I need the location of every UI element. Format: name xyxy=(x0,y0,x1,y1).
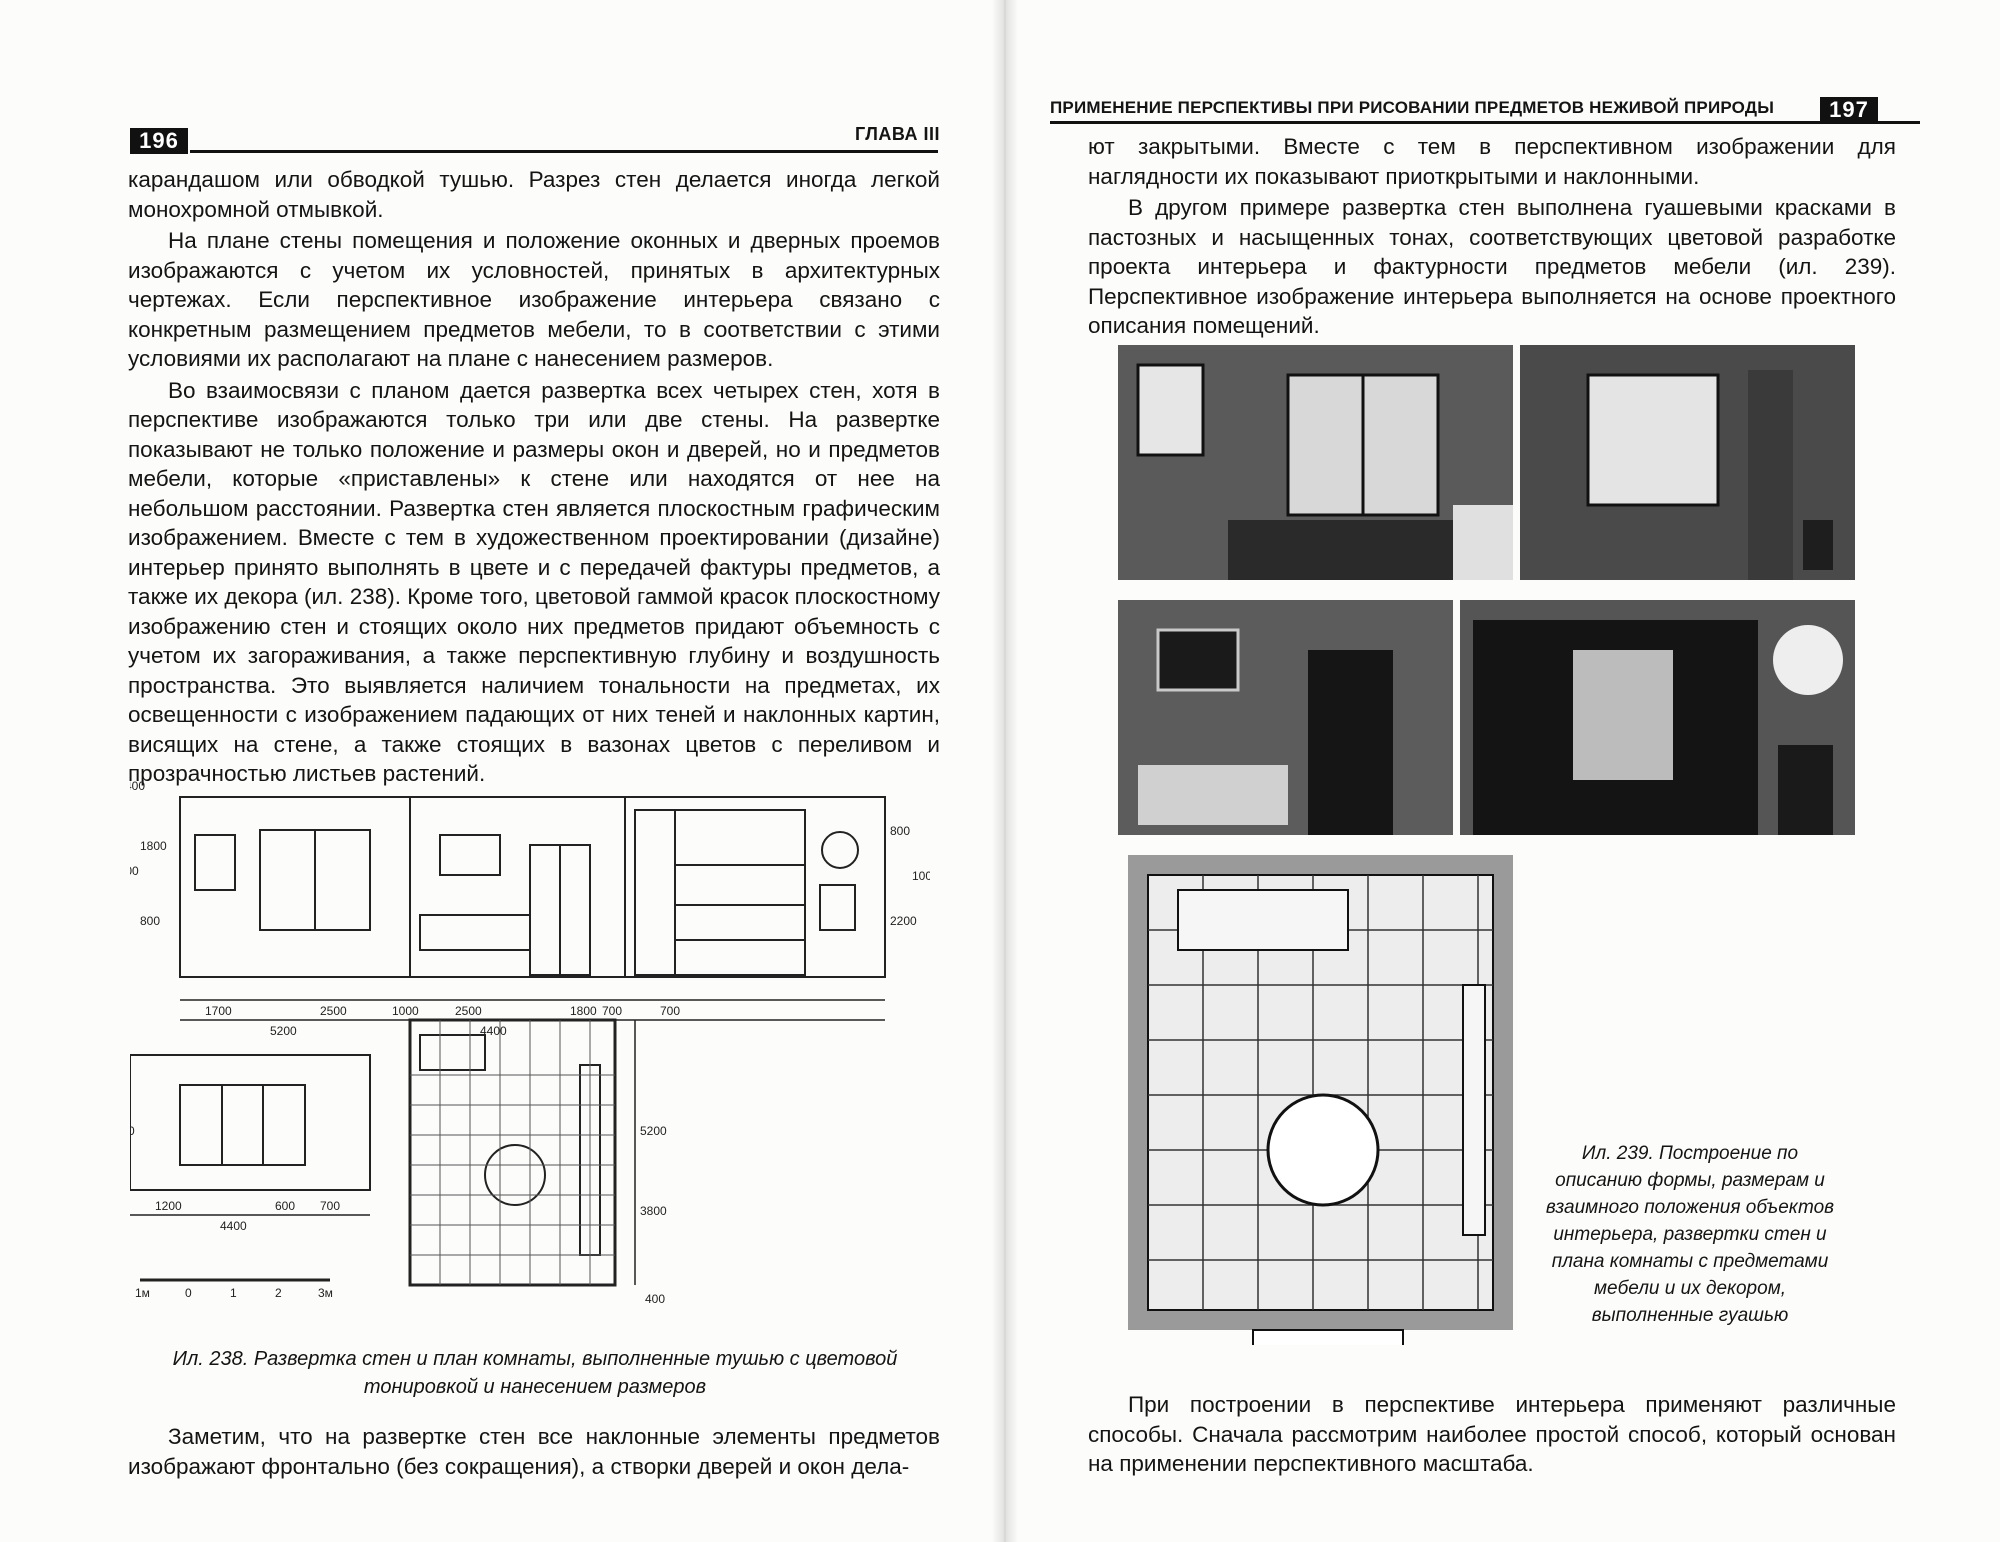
header-rule xyxy=(1050,121,1920,124)
dim-label: 5200 xyxy=(640,1124,667,1138)
dim-label: 2500 xyxy=(320,1004,347,1018)
dim-label: 1000 xyxy=(392,1004,419,1018)
dim-label: 400 xyxy=(645,1292,666,1306)
dim-label: 00 xyxy=(131,779,146,793)
paragraph: карандашом или обводкой тушью. Разрез стен делается иногда легкой монохромной отмывкой. xyxy=(128,167,940,222)
dim-label: 700 xyxy=(660,1004,681,1018)
paragraph: При построении в перспективе интерьера применяют различные способы. Сначала рассмотрим наиболее простой способ, который основан на применении перспективного масштаба. xyxy=(1088,1392,1896,1476)
dim-label: 800 xyxy=(890,824,911,838)
paragraph: Заметим, что на развертке стен все наклонные элементы предметов изображают фронтально (без сокращения), а створки дверей и окон дела- xyxy=(128,1424,940,1479)
right-page xyxy=(1010,0,2000,1542)
wall-elevation-and-plan xyxy=(130,775,930,1325)
dim-label: 700 xyxy=(320,1199,341,1213)
running-head: ПРИМЕНЕНИЕ ПЕРСПЕКТИВЫ ПРИ РИСОВАНИИ ПРЕДМЕТОВ НЕЖИВОЙ ПРИРОДЫ xyxy=(1050,98,1775,117)
dim-label: 2200 xyxy=(890,914,917,928)
dim-label: 1800 xyxy=(140,839,167,853)
dim-label: 5200 xyxy=(270,1024,297,1038)
scale-label: 1м xyxy=(135,1286,150,1300)
dim-label: 4400 xyxy=(220,1219,247,1233)
paragraph: На плане стены помещения и положение оконных и дверных проемов изображаются с учетом их условностей, принятых в архитектурных чертежах. Если перспективное изображение интерьера связано с конкретным размещением предметов мебели, то в соответствии с этими условиями их располагают на плане с нанесением размеров. xyxy=(128,228,940,371)
running-head: ГЛАВА III xyxy=(855,124,940,144)
figure-caption: Ил. 238. Развертка стен и план комнаты, выполненные тушью с цветовой тонировкой и нанесением размеров xyxy=(172,1348,898,1398)
page-number: 197 xyxy=(1820,97,1878,123)
scale-label: 1 xyxy=(230,1286,237,1300)
body-text-bottom xyxy=(128,1422,940,1481)
scale-label: 0 xyxy=(185,1286,192,1300)
body-text xyxy=(1088,132,1896,341)
paragraph: В другом примере развертка стен выполнена гуашевыми красками в пастозных и насыщенных тонах, соответствующих цветовой разработке проекта интерьера и фактурности предметов мебели (ил. 239). Перспективное изображение интерьера выполняется на основе проектного описания помещений. xyxy=(1088,195,1896,338)
scale-label: 2 xyxy=(275,1286,282,1300)
dim-label: 0 xyxy=(132,864,139,878)
paragraph: Во взаимосвязи с планом дается развертка всех четырех стен, хотя в перспективе изображаются только три или две стены. На развертке показывают не только положение и размеры окон и дверей, но и предметов мебели, которые «приставлены» к стене или находятся от нее на небольшом расстоянии. Развертка стен является плоскостным графическим изображением. Вместе с тем в художественном проектировании (дизайне) интерьер принято выполнять в цвете и с передачей фактуры предметов, а также их декора (ил. 238). Кроме того, цветовой гаммой красок плоскостному изображению стен и стоящих около них предметов придают объемность с учетом их загораживания, а также перспективную глубину и воздушность пространства. Это выявляется наличием тональности на предметах, их освещенности с изображением падающих от них теней и наклонных картин, висящих на стене, а также стоящих в вазонах цветов с переливом и прозрачностью листьев растений. xyxy=(128,377,940,786)
dim-label: 1200 xyxy=(155,1199,182,1213)
body-text-bottom xyxy=(1088,1390,1896,1479)
scale-label: 3м xyxy=(318,1286,333,1300)
body-text xyxy=(128,165,940,789)
dim-label: 800 xyxy=(140,914,161,928)
figure-caption: Ил. 239. Построение по описанию формы, размерам и взаимного положения объектов интерьера, развертки стен и плана комнаты с предметами мебели и их декором, выполненные гуашью xyxy=(1545,1143,1835,1326)
figure-238-drawing xyxy=(130,775,930,1325)
dim-label: 1800 xyxy=(570,1004,597,1018)
dim-label: 600 xyxy=(275,1199,296,1213)
paragraph: ют закрытыми. Вместе с тем в перспективном изображении для наглядности их показывают приоткрытыми и наклонными. xyxy=(1088,134,1896,189)
dim-label: 2500 xyxy=(455,1004,482,1018)
dim-label: 0 xyxy=(130,1124,135,1138)
page-number: 196 xyxy=(130,128,188,154)
dim-label: 700 xyxy=(602,1004,623,1018)
dim-label: 3800 xyxy=(640,1204,667,1218)
dim-label: 4400 xyxy=(480,1024,507,1038)
dim-label: 100 xyxy=(912,869,930,883)
dim-label: 1700 xyxy=(205,1004,232,1018)
header-rule xyxy=(190,150,938,153)
